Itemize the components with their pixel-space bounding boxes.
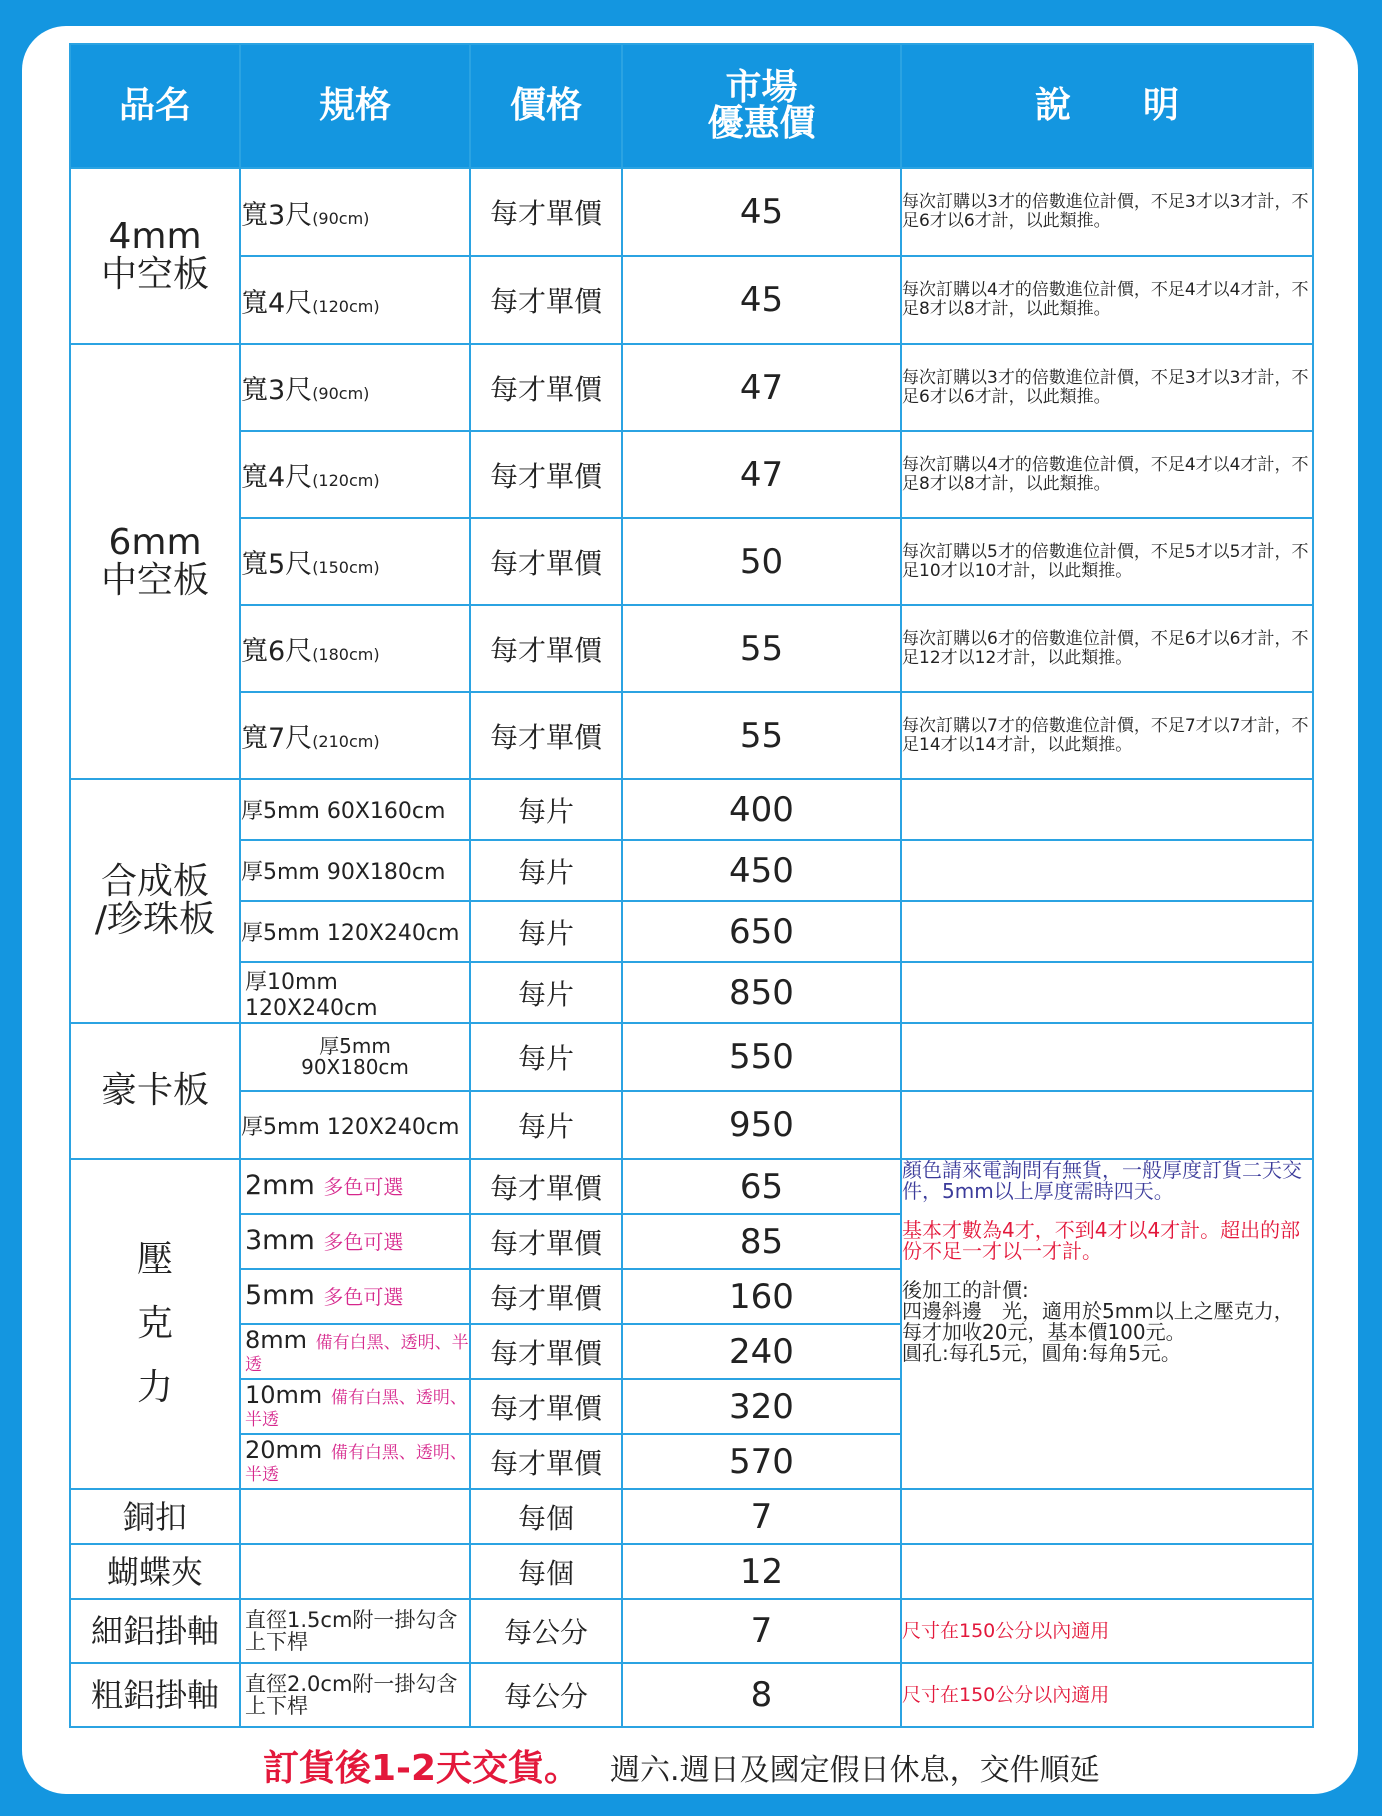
spec-text: 寬5尺: [241, 549, 313, 580]
spec-cell: [240, 1544, 470, 1599]
desc-cell: 每次訂購以6才的倍數進位計價，不足6才以6才計，不足12才以12才計，以此類推。: [901, 605, 1313, 692]
spec-text: 寬3尺: [241, 375, 313, 406]
spec-text: 90X180cm: [301, 1055, 409, 1079]
price-cell: 50: [622, 518, 901, 605]
spec-text: 寬6尺: [241, 636, 313, 667]
price-cell: 7: [622, 1599, 901, 1663]
price-cell: 47: [622, 431, 901, 518]
desc-text: 四邊斜邊 光，適用於5mm以上之壓克力，每才加收20元，基本價100元。: [902, 1299, 1294, 1344]
spec-cell: 厚5mm 120X240cm: [240, 901, 470, 962]
desc-cell: 每次訂購以3才的倍數進位計價，不足3才以3才計，不足6才以6才計，以此類推。: [901, 344, 1313, 431]
desc-text: 基本才數為4才，不到4才以4才計。超出的部份不足一才以一才計。: [902, 1218, 1301, 1263]
table-row: [70, 901, 1313, 962]
desc-cell: [901, 1023, 1313, 1091]
table-row: [70, 256, 1313, 344]
desc-cell: [901, 1489, 1313, 1544]
spec-cell: 直徑1.5cm附一掛勾含上下桿: [240, 1599, 470, 1663]
unit-cell: 每才單價: [470, 168, 622, 256]
product-name-line: 4mm: [108, 216, 202, 257]
spec-note: 多色可選: [323, 1230, 404, 1254]
header-spec: 規格: [240, 44, 470, 168]
table-row: [70, 518, 1313, 605]
desc-cell: [901, 901, 1313, 962]
price-cell: 240: [622, 1324, 901, 1379]
price-cell: 650: [622, 901, 901, 962]
unit-cell: 每才單價: [470, 1269, 622, 1324]
table-row: [70, 1599, 1313, 1663]
unit-cell: 每才單價: [470, 344, 622, 431]
product-name-line: 中空板: [100, 559, 209, 601]
table-row: [70, 1091, 1313, 1159]
product-name-line: 合成板: [100, 861, 209, 902]
spec-cell: [240, 518, 470, 605]
price-cell: 55: [622, 692, 901, 779]
product-name-binder-clip: 蝴蝶夾: [70, 1544, 240, 1599]
unit-cell: 每片: [470, 779, 622, 840]
spec-text: 5mm: [245, 1280, 315, 1311]
desc-cell: 每次訂購以4才的倍數進位計價，不足4才以4才計，不足8才以8才計，以此類推。: [901, 256, 1313, 344]
table-row: [70, 605, 1313, 692]
product-name-thick-aluminum-scroll: 粗鋁掛軸: [70, 1663, 240, 1727]
spec-text: 寬7尺: [241, 723, 313, 754]
desc-cell: 每次訂購以7才的倍數進位計價，不足7才以7才計，不足14才以14才計，以此類推。: [901, 692, 1313, 779]
product-name-copper-buckle: 銅扣: [70, 1489, 240, 1544]
unit-cell: 每才單價: [470, 1214, 622, 1269]
price-cell: 570: [622, 1434, 901, 1489]
price-cell: 45: [622, 256, 901, 344]
unit-cell: 每個: [470, 1544, 622, 1599]
table-row: [70, 1663, 1313, 1727]
table-row: [70, 168, 1313, 256]
table-row: [70, 431, 1313, 518]
spec-cell: [240, 344, 470, 431]
unit-cell: 每才單價: [470, 431, 622, 518]
spec-cell: [240, 692, 470, 779]
desc-cell: [901, 962, 1313, 1023]
price-cell: 85: [622, 1214, 901, 1269]
spec-cell: [240, 605, 470, 692]
table-row: [70, 840, 1313, 901]
spec-text: 8mm: [245, 1325, 308, 1354]
desc-cell: [901, 840, 1313, 901]
price-cell: 47: [622, 344, 901, 431]
desc-cell: 每次訂購以3才的倍數進位計價，不足3才以3才計，不足6才以6才計，以此類推。: [901, 168, 1313, 256]
spec-cell: [240, 1023, 470, 1091]
spec-cell: [240, 431, 470, 518]
spec-note: 多色可選: [323, 1175, 404, 1199]
unit-cell: 每才單價: [470, 692, 622, 779]
spec-text: 10mm: [245, 1380, 323, 1409]
price-cell: 450: [622, 840, 901, 901]
desc-cell: [901, 1091, 1313, 1159]
table-row: [70, 1544, 1313, 1599]
desc-text: 後加工的計價:: [902, 1278, 1029, 1302]
price-table: [69, 43, 1314, 1728]
unit-cell: 每個: [470, 1489, 622, 1544]
price-cell: 850: [622, 962, 901, 1023]
price-cell: 7: [622, 1489, 901, 1544]
price-cell: 950: [622, 1091, 901, 1159]
spec-cell: [240, 1324, 470, 1379]
unit-cell: 每才單價: [470, 605, 622, 692]
spec-cell: [240, 256, 470, 344]
product-name-line: 中空板: [100, 254, 209, 295]
product-name-acrylic: [70, 1159, 240, 1489]
spec-cell: [240, 1489, 470, 1544]
spec-cell: 直徑2.0cm附一掛勾含上下桿: [240, 1663, 470, 1727]
spec-cell: 厚5mm 60X160cm: [240, 779, 470, 840]
spec-text: 寬4尺: [241, 287, 313, 319]
spec-text: 3mm: [245, 1225, 315, 1256]
table-row: [70, 1159, 1313, 1214]
header-price-line2: 優惠價: [707, 103, 816, 144]
spec-cm: (180cm): [312, 645, 380, 664]
spec-text: 寬4尺: [241, 462, 313, 493]
unit-cell: 每片: [470, 840, 622, 901]
spec-cm: (90cm): [312, 384, 370, 403]
table-row: [70, 962, 1313, 1023]
table-row: [70, 344, 1313, 431]
header-price-line1: 市場: [725, 67, 798, 108]
unit-cell: 每片: [470, 901, 622, 962]
desc-cell: [901, 1544, 1313, 1599]
holiday-notice: 週六.週日及國定假日休息，交件順延: [610, 1753, 1100, 1788]
product-name-synthetic-board: [70, 779, 240, 1023]
product-name-line: 壓: [136, 1239, 173, 1280]
unit-cell: 每片: [470, 1023, 622, 1091]
price-cell: 45: [622, 168, 901, 256]
spec-text: 厚5mm: [319, 1034, 391, 1058]
table-row: [70, 1023, 1313, 1091]
spec-cell: 厚10mm 120X240cm: [240, 962, 470, 1023]
spec-text: 20mm: [245, 1435, 323, 1464]
price-cell: 55: [622, 605, 901, 692]
spec-cm: (210cm): [312, 732, 380, 751]
acrylic-description: [901, 1159, 1313, 1489]
product-name-thin-aluminum-scroll: 細鋁掛軸: [70, 1599, 240, 1663]
product-name-4mm: [70, 168, 240, 344]
spec-cm: (150cm): [312, 558, 380, 577]
desc-cell: 尺寸在150公分以內適用: [901, 1663, 1313, 1727]
product-name-line: 6mm: [108, 521, 202, 563]
price-cell: 320: [622, 1379, 901, 1434]
spec-note: 備有白黑、透明、半透: [245, 1387, 467, 1430]
spec-cell: [240, 1379, 470, 1434]
price-cell: 550: [622, 1023, 901, 1091]
desc-cell: 每次訂購以4才的倍數進位計價，不足4才以4才計，不足8才以8才計，以此類推。: [901, 431, 1313, 518]
spec-text: 2mm: [245, 1170, 315, 1201]
spec-note: 多色可選: [323, 1285, 404, 1309]
unit-cell: 每才單價: [470, 1379, 622, 1434]
unit-cell: 每才單價: [470, 1159, 622, 1214]
unit-cell: 每才單價: [470, 256, 622, 344]
spec-cm: (120cm): [312, 471, 380, 490]
unit-cell: 每才單價: [470, 1324, 622, 1379]
spec-cm: (90cm): [312, 208, 370, 228]
table-row: [70, 779, 1313, 840]
footer: [263, 1740, 1263, 1791]
price-cell: 65: [622, 1159, 901, 1214]
spec-cell: [240, 1269, 470, 1324]
spec-note: 備有白黑、透明、半透: [245, 1442, 467, 1485]
table-row: [70, 692, 1313, 779]
unit-cell: 每才單價: [470, 1434, 622, 1489]
spec-cell: 厚5mm 90X180cm: [240, 840, 470, 901]
desc-text: 顏色請來電詢問有無貨，一般厚度訂貨二天交件，5mm以上厚度需時四天。: [902, 1158, 1302, 1203]
unit-cell: 每片: [470, 1091, 622, 1159]
unit-cell: 每公分: [470, 1663, 622, 1727]
spec-cell: [240, 1214, 470, 1269]
spec-text: 寬3尺: [241, 199, 313, 231]
unit-cell: 每公分: [470, 1599, 622, 1663]
header-price: [622, 44, 901, 168]
price-cell: 400: [622, 779, 901, 840]
price-cell: 8: [622, 1663, 901, 1727]
desc-cell: 尺寸在150公分以內適用: [901, 1599, 1313, 1663]
desc-cell: 每次訂購以5才的倍數進位計價，不足5才以5才計，不足10才以10才計，以此類推。: [901, 518, 1313, 605]
product-name-line: 克: [136, 1303, 173, 1344]
delivery-notice: 訂貨後1-2天交貨。: [263, 1748, 581, 1789]
spec-note: 備有白黑、透明、半透: [245, 1332, 469, 1375]
unit-cell: 每才單價: [470, 518, 622, 605]
price-cell: 160: [622, 1269, 901, 1324]
desc-text: 圓孔:每孔5元，圓角:每角5元。: [902, 1341, 1181, 1365]
unit-cell: 每片: [470, 962, 622, 1023]
product-name-6mm: [70, 344, 240, 779]
table-header-row: [70, 44, 1313, 168]
spec-cell: [240, 1159, 470, 1214]
table-row: [70, 1489, 1313, 1544]
spec-cell: [240, 1434, 470, 1489]
price-cell: 12: [622, 1544, 901, 1599]
spec-cell: [240, 168, 470, 256]
product-name-line: 力: [136, 1367, 173, 1408]
spec-cm: (120cm): [312, 296, 380, 316]
header-name: 品名: [70, 44, 240, 168]
header-desc: 說 明: [901, 44, 1313, 168]
desc-cell: [901, 779, 1313, 840]
spec-cell: 厚5mm 120X240cm: [240, 1091, 470, 1159]
header-unit: 價格: [470, 44, 622, 168]
product-name-foam-card: 豪卡板: [70, 1023, 240, 1159]
product-name-line: /珍珠板: [94, 899, 216, 940]
